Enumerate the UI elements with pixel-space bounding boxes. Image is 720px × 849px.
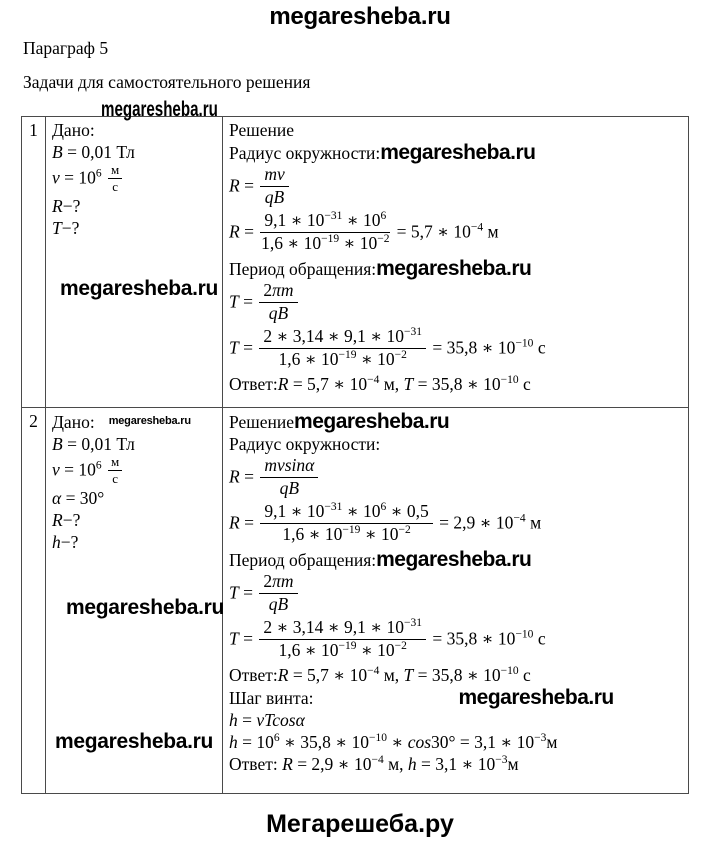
content-line — [229, 754, 688, 775]
fraction — [259, 617, 426, 660]
text-segment: = 5,7 ∗ 10 — [288, 374, 368, 394]
superscript: −3 — [534, 732, 547, 745]
text-segment: Шаг винта: — [229, 688, 314, 708]
fraction — [259, 326, 426, 369]
text-segment: ∗ — [387, 732, 408, 752]
text-segment: = 10 — [237, 732, 274, 752]
watermark-top: megaresheba.ru — [269, 3, 451, 30]
text-segment: = 0,01 Тл — [62, 142, 135, 162]
text-segment: R — [277, 374, 289, 394]
superscript: −4 — [367, 665, 380, 678]
text-segment: = 35,8 ∗ 10 — [428, 628, 516, 649]
text-segment: = — [239, 512, 259, 533]
text-segment: = — [239, 221, 259, 242]
fraction — [259, 280, 297, 323]
watermark-given-1: megaresheba.ru — [60, 277, 219, 300]
text-segment: = 35,8 ∗ 10 — [413, 665, 501, 685]
text-segment: с — [518, 374, 531, 394]
text-segment: mvsinα — [264, 455, 315, 475]
text-segment: = — [238, 582, 258, 603]
problem-number: 2 — [22, 408, 46, 793]
content-line — [229, 258, 688, 280]
superscript: −4 — [470, 221, 484, 234]
content-line — [229, 549, 688, 571]
given-cell — [46, 117, 223, 408]
text-segment: ∗ 10 — [342, 210, 381, 230]
text-segment: Радиус окружности: — [229, 434, 381, 454]
text-segment: м, — [379, 374, 404, 394]
fraction — [259, 571, 297, 614]
text-segment: 30° = 3,1 ∗ 10 — [431, 732, 535, 752]
content-line — [229, 732, 688, 753]
text-segment: 2 ∗ 3,14 ∗ 9,1 ∗ 10 — [263, 617, 405, 637]
problems-table — [21, 116, 689, 794]
content-line — [52, 488, 222, 509]
superscript: −10 — [500, 665, 519, 678]
content-line — [229, 282, 688, 325]
text-segment: ∗ 10 — [360, 524, 399, 544]
superscript: −10 — [515, 337, 534, 350]
text-segment: с — [112, 179, 119, 194]
text-segment: R — [282, 754, 293, 774]
text-segment: 9,1 ∗ 10 — [264, 501, 325, 521]
text-segment: м, — [379, 665, 404, 685]
text-segment: α — [52, 488, 62, 508]
text-segment: T — [229, 628, 239, 649]
given-cell — [46, 408, 223, 793]
problem-number: 1 — [22, 117, 46, 408]
solution-cell — [223, 408, 688, 793]
text-segment: Решение — [229, 412, 295, 432]
text-segment: 1,6 ∗ 10 — [278, 349, 339, 369]
superscript: −31 — [404, 326, 423, 339]
watermark-given-2a: megaresheba.ru — [66, 596, 225, 619]
text-segment: с — [518, 665, 531, 685]
text-segment: ∗ 10 — [339, 233, 378, 253]
text-segment: 1,6 ∗ 10 — [282, 524, 343, 544]
text-segment: Радиус окружности: — [229, 143, 381, 163]
content-line — [229, 665, 688, 686]
watermark-given-2b: megaresheba.ru — [55, 730, 214, 753]
content-line — [229, 687, 688, 709]
text-segment: 2 — [263, 280, 273, 300]
content-line — [52, 196, 222, 217]
text-segment: с — [533, 628, 546, 649]
superscript: −2 — [394, 640, 407, 653]
text-segment — [102, 460, 106, 480]
text-segment: h — [229, 710, 238, 730]
text-segment: T — [229, 291, 239, 312]
text-segment: T — [229, 337, 239, 358]
text-segment: R — [52, 196, 63, 216]
text-segment: = 30° — [61, 488, 105, 508]
superscript: −10 — [500, 374, 519, 387]
text-segment: 1,6 ∗ 10 — [278, 640, 339, 660]
text-segment: πm — [272, 280, 294, 300]
solution-cell — [223, 117, 688, 408]
superscript: −19 — [338, 349, 357, 362]
text-segment: = 3,1 ∗ 10 — [416, 754, 496, 774]
content-line — [52, 218, 222, 239]
text-segment: м — [111, 162, 120, 177]
text-segment: с — [533, 337, 546, 358]
text-segment: Дано: — [52, 412, 95, 432]
superscript: 6 — [95, 459, 102, 472]
content-line — [229, 328, 688, 371]
text-segment: = — [239, 175, 259, 196]
text-segment: м — [546, 732, 558, 752]
superscript: −3 — [495, 754, 508, 767]
superscript: −4 — [513, 512, 526, 525]
content-line — [52, 120, 222, 141]
superscript: 6 — [95, 167, 102, 180]
watermark-inline: megaresheba.ru — [376, 257, 532, 280]
superscript: −2 — [398, 524, 411, 537]
text-segment: T — [403, 374, 414, 394]
content-line — [52, 456, 222, 487]
text-segment: = 35,8 ∗ 10 — [428, 337, 516, 358]
text-segment: 9,1 ∗ 10 — [264, 210, 325, 230]
text-segment: м, — [383, 754, 408, 774]
text-segment: Решение — [229, 120, 295, 140]
text-segment: = 10 — [59, 167, 96, 188]
text-segment: 1,6 ∗ 10 — [261, 233, 322, 253]
content-line — [52, 510, 222, 531]
superscript: −10 — [515, 628, 534, 641]
text-segment: ∗ 35,8 ∗ 10 — [279, 732, 370, 752]
text-segment: qB — [279, 478, 300, 498]
content-line — [229, 619, 688, 662]
superscript: −31 — [404, 617, 423, 630]
text-segment: h — [52, 532, 61, 552]
superscript: −31 — [324, 501, 343, 514]
text-segment: −? — [61, 218, 80, 238]
content-line — [229, 457, 688, 500]
text-segment: = 35,8 ∗ 10 — [413, 374, 501, 394]
text-segment: −? — [62, 196, 81, 216]
text-segment: = — [238, 628, 258, 649]
watermark-inline: megaresheba.ru — [376, 548, 532, 571]
text-segment: R — [52, 510, 63, 530]
text-segment: T — [52, 218, 62, 238]
text-segment: Период обращения: — [229, 550, 377, 570]
watermark-inline: megaresheba.ru — [294, 410, 450, 433]
content-line — [229, 120, 688, 141]
text-segment: T — [403, 665, 414, 685]
content-line — [229, 212, 688, 255]
text-segment: с — [112, 471, 119, 486]
text-segment: Ответ: — [229, 665, 278, 685]
content-line — [52, 532, 222, 553]
text-segment: B — [52, 142, 63, 162]
text-segment: πm — [272, 571, 294, 591]
text-segment: 2 ∗ 3,14 ∗ 9,1 ∗ 10 — [263, 326, 405, 346]
fraction — [260, 501, 432, 544]
text-segment: cos — [407, 732, 432, 752]
text-segment: = — [238, 291, 258, 312]
text-segment: Ответ: — [229, 374, 278, 394]
text-segment: м — [507, 754, 519, 774]
text-segment — [102, 168, 106, 188]
text-segment: T — [229, 582, 239, 603]
text-segment: qB — [264, 187, 285, 207]
superscript: 6 — [380, 210, 387, 223]
text-segment: = — [239, 466, 259, 487]
content-line — [229, 434, 688, 455]
superscript: −19 — [338, 640, 357, 653]
superscript: −4 — [367, 374, 380, 387]
content-line — [229, 166, 688, 209]
superscript: −19 — [342, 524, 361, 537]
text-segment: = — [237, 710, 257, 730]
text-segment: v — [52, 459, 60, 480]
text-segment: = 5,7 ∗ 10 — [392, 221, 471, 242]
superscript: −31 — [324, 210, 343, 223]
superscript: −2 — [394, 349, 407, 362]
watermark-inline: megaresheba.ru — [458, 686, 614, 709]
text-segment: м — [483, 221, 499, 242]
fraction — [260, 164, 288, 207]
text-segment: = 0,01 Тл — [62, 434, 135, 454]
text-segment: R — [229, 512, 240, 533]
text-segment: Ответ: — [229, 754, 283, 774]
text-segment: R — [229, 466, 240, 487]
text-segment: v — [52, 167, 60, 188]
text-segment: = — [238, 337, 258, 358]
text-segment: h — [229, 732, 238, 752]
content-line — [52, 164, 222, 195]
text-segment: mv — [264, 164, 285, 184]
superscript: −2 — [377, 233, 390, 246]
content-line — [52, 434, 222, 455]
text-segment: −? — [62, 510, 81, 530]
text-segment: = 5,7 ∗ 10 — [288, 665, 368, 685]
text-segment: Период обращения: — [229, 259, 377, 279]
text-segment: R — [229, 221, 240, 242]
fraction — [260, 210, 390, 253]
superscript: −19 — [321, 233, 340, 246]
text-segment: м — [111, 454, 120, 469]
watermark-overlap: megaresheba.ru — [101, 98, 218, 121]
text-segment: qB — [268, 594, 289, 614]
text-segment: h — [407, 754, 417, 774]
content-line — [52, 411, 222, 433]
superscript: −4 — [371, 754, 384, 767]
text-segment: R — [277, 665, 289, 685]
fraction — [260, 455, 318, 498]
text-segment: м — [525, 512, 542, 533]
text-segment: = 10 — [59, 459, 96, 480]
text-segment: = 2,9 ∗ 10 — [292, 754, 372, 774]
text-segment: 2 — [263, 571, 273, 591]
text-segment: −? — [60, 532, 79, 552]
text-segment: vTcosα — [256, 710, 305, 730]
fraction — [108, 163, 122, 194]
superscript: 6 — [273, 732, 280, 745]
footer-brand: Мегарешеба.ру — [266, 810, 454, 838]
watermark-inline: megaresheba.ru — [380, 141, 536, 164]
content-line — [229, 503, 688, 546]
text-segment: = 2,9 ∗ 10 — [434, 512, 514, 533]
section-subtitle: Задачи для самостоятельного решения — [23, 72, 311, 92]
content-line — [52, 142, 222, 163]
content-line — [229, 142, 688, 164]
text-segment: qB — [268, 303, 289, 323]
watermark-inline: megaresheba.ru — [108, 415, 191, 427]
text-segment: Дано: — [52, 120, 95, 140]
text-segment: ∗ 10 — [356, 640, 395, 660]
paragraph-title: Параграф 5 — [23, 38, 109, 58]
text-segment: R — [229, 175, 240, 196]
text-segment: ∗ 0,5 — [386, 501, 429, 521]
superscript: −10 — [369, 732, 388, 745]
text-segment: B — [52, 434, 63, 454]
content-line — [229, 374, 688, 395]
content-line — [229, 710, 688, 731]
text-segment: ∗ 10 — [356, 349, 395, 369]
content-line — [229, 573, 688, 616]
fraction — [108, 455, 122, 486]
content-line — [229, 411, 688, 433]
superscript: 6 — [380, 501, 387, 514]
text-segment: ∗ 10 — [342, 501, 381, 521]
